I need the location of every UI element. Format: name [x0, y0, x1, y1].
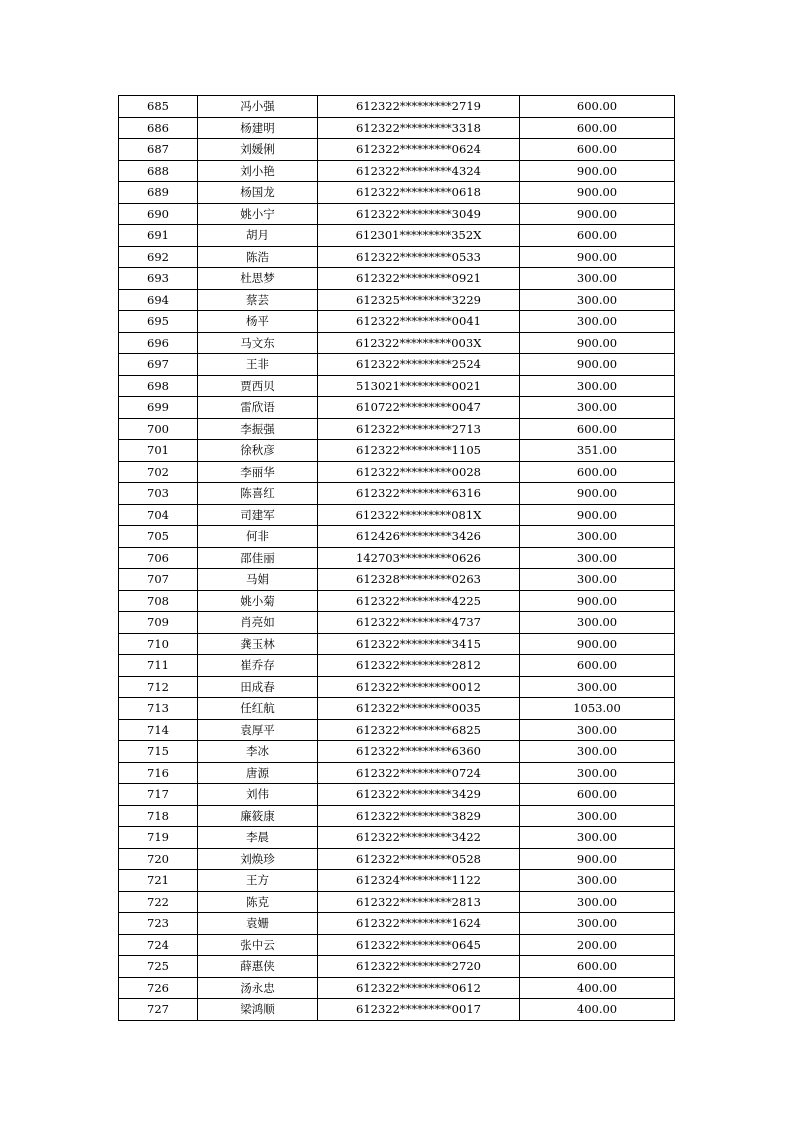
amount-cell: 900.00: [520, 848, 675, 870]
person-name-cell: 龚玉林: [198, 633, 318, 655]
table-row: [119, 956, 675, 978]
amount-cell: 600.00: [520, 461, 675, 483]
table-row: [119, 182, 675, 204]
row-number-cell: 696: [119, 332, 198, 354]
table-row: [119, 117, 675, 139]
amount-cell: 300.00: [520, 569, 675, 591]
row-number-cell: 721: [119, 870, 198, 892]
person-name-cell: 李振强: [198, 418, 318, 440]
person-name-cell: 徐秋彦: [198, 440, 318, 462]
table-row: [119, 225, 675, 247]
row-number-cell: 703: [119, 483, 198, 505]
id-number-cell: 612322*********0624: [318, 139, 520, 161]
id-number-cell: 612322*********3429: [318, 784, 520, 806]
id-number-cell: 513021*********0021: [318, 375, 520, 397]
table-row: [119, 590, 675, 612]
person-name-cell: 崔乔存: [198, 655, 318, 677]
table-row: [119, 461, 675, 483]
id-number-cell: 612322*********2719: [318, 96, 520, 118]
id-number-cell: 612322*********0724: [318, 762, 520, 784]
id-number-cell: 612322*********2812: [318, 655, 520, 677]
person-name-cell: 李冰: [198, 741, 318, 763]
id-number-cell: 612322*********1105: [318, 440, 520, 462]
row-number-cell: 711: [119, 655, 198, 677]
id-number-cell: 612325*********3229: [318, 289, 520, 311]
id-number-cell: 612301*********352X: [318, 225, 520, 247]
table-row: [119, 268, 675, 290]
row-number-cell: 686: [119, 117, 198, 139]
id-number-cell: 612322*********3422: [318, 827, 520, 849]
table-row: [119, 526, 675, 548]
id-number-cell: 612322*********0012: [318, 676, 520, 698]
id-number-cell: 610722*********0047: [318, 397, 520, 419]
row-number-cell: 709: [119, 612, 198, 634]
row-number-cell: 690: [119, 203, 198, 225]
id-number-cell: 612322*********4324: [318, 160, 520, 182]
row-number-cell: 699: [119, 397, 198, 419]
row-number-cell: 717: [119, 784, 198, 806]
table-row: [119, 612, 675, 634]
row-number-cell: 727: [119, 999, 198, 1021]
table-row: [119, 569, 675, 591]
row-number-cell: 707: [119, 569, 198, 591]
amount-cell: 900.00: [520, 633, 675, 655]
table-row: [119, 870, 675, 892]
id-number-cell: 612322*********0533: [318, 246, 520, 268]
row-number-cell: 693: [119, 268, 198, 290]
table-row: [119, 805, 675, 827]
table-row: [119, 397, 675, 419]
id-number-cell: 612322*********003X: [318, 332, 520, 354]
person-name-cell: 马文东: [198, 332, 318, 354]
row-number-cell: 710: [119, 633, 198, 655]
person-name-cell: 袁厚平: [198, 719, 318, 741]
person-name-cell: 唐源: [198, 762, 318, 784]
id-number-cell: 142703*********0626: [318, 547, 520, 569]
row-number-cell: 718: [119, 805, 198, 827]
table-row: [119, 934, 675, 956]
amount-cell: 900.00: [520, 354, 675, 376]
person-name-cell: 贾西贝: [198, 375, 318, 397]
person-name-cell: 李晨: [198, 827, 318, 849]
person-name-cell: 梁鸿顺: [198, 999, 318, 1021]
table-row: [119, 311, 675, 333]
table-row: [119, 160, 675, 182]
table-row: [119, 483, 675, 505]
row-number-cell: 701: [119, 440, 198, 462]
amount-cell: 400.00: [520, 977, 675, 999]
amount-cell: 351.00: [520, 440, 675, 462]
id-number-cell: 612322*********2524: [318, 354, 520, 376]
id-number-cell: 612322*********6825: [318, 719, 520, 741]
row-number-cell: 724: [119, 934, 198, 956]
row-number-cell: 704: [119, 504, 198, 526]
row-number-cell: 695: [119, 311, 198, 333]
id-number-cell: 612322*********0035: [318, 698, 520, 720]
amount-cell: 900.00: [520, 483, 675, 505]
amount-cell: 900.00: [520, 246, 675, 268]
id-number-cell: 612322*********4225: [318, 590, 520, 612]
amount-cell: 600.00: [520, 655, 675, 677]
table-row: [119, 676, 675, 698]
table-row: [119, 848, 675, 870]
table-row: [119, 332, 675, 354]
row-number-cell: 698: [119, 375, 198, 397]
row-number-cell: 725: [119, 956, 198, 978]
person-name-cell: 姚小菊: [198, 590, 318, 612]
id-number-cell: 612328*********0263: [318, 569, 520, 591]
person-name-cell: 陈喜红: [198, 483, 318, 505]
row-number-cell: 689: [119, 182, 198, 204]
person-name-cell: 司建军: [198, 504, 318, 526]
table-row: [119, 891, 675, 913]
amount-cell: 300.00: [520, 870, 675, 892]
person-name-cell: 薛惠侠: [198, 956, 318, 978]
amount-cell: 300.00: [520, 268, 675, 290]
amount-cell: 300.00: [520, 612, 675, 634]
person-name-cell: 冯小强: [198, 96, 318, 118]
person-name-cell: 蔡芸: [198, 289, 318, 311]
row-number-cell: 715: [119, 741, 198, 763]
amount-cell: 300.00: [520, 741, 675, 763]
person-name-cell: 刘小艳: [198, 160, 318, 182]
id-number-cell: 612322*********0645: [318, 934, 520, 956]
id-number-cell: 612322*********0528: [318, 848, 520, 870]
table-row: [119, 633, 675, 655]
amount-cell: 900.00: [520, 504, 675, 526]
amount-cell: 900.00: [520, 182, 675, 204]
amount-cell: 600.00: [520, 784, 675, 806]
roster-table: [118, 95, 675, 1021]
id-number-cell: 612322*********081X: [318, 504, 520, 526]
person-name-cell: 刘媛俐: [198, 139, 318, 161]
roster-table-body: [119, 96, 675, 1021]
table-row: [119, 139, 675, 161]
id-number-cell: 612322*********3829: [318, 805, 520, 827]
row-number-cell: 697: [119, 354, 198, 376]
row-number-cell: 694: [119, 289, 198, 311]
amount-cell: 300.00: [520, 719, 675, 741]
amount-cell: 300.00: [520, 827, 675, 849]
table-row: [119, 375, 675, 397]
id-number-cell: 612322*********0028: [318, 461, 520, 483]
id-number-cell: 612322*********6360: [318, 741, 520, 763]
id-number-cell: 612324*********1122: [318, 870, 520, 892]
amount-cell: 900.00: [520, 160, 675, 182]
row-number-cell: 702: [119, 461, 198, 483]
row-number-cell: 723: [119, 913, 198, 935]
person-name-cell: 肖亮如: [198, 612, 318, 634]
id-number-cell: 612322*********4737: [318, 612, 520, 634]
row-number-cell: 714: [119, 719, 198, 741]
person-name-cell: 李丽华: [198, 461, 318, 483]
table-row: [119, 354, 675, 376]
row-number-cell: 708: [119, 590, 198, 612]
row-number-cell: 716: [119, 762, 198, 784]
person-name-cell: 何非: [198, 526, 318, 548]
table-row: [119, 655, 675, 677]
person-name-cell: 马娟: [198, 569, 318, 591]
person-name-cell: 王方: [198, 870, 318, 892]
table-row: [119, 418, 675, 440]
row-number-cell: 687: [119, 139, 198, 161]
row-number-cell: 706: [119, 547, 198, 569]
row-number-cell: 712: [119, 676, 198, 698]
amount-cell: 300.00: [520, 289, 675, 311]
amount-cell: 300.00: [520, 676, 675, 698]
amount-cell: 900.00: [520, 332, 675, 354]
person-name-cell: 刘焕珍: [198, 848, 318, 870]
amount-cell: 300.00: [520, 397, 675, 419]
person-name-cell: 王非: [198, 354, 318, 376]
id-number-cell: 612322*********1624: [318, 913, 520, 935]
table-row: [119, 547, 675, 569]
amount-cell: 600.00: [520, 139, 675, 161]
id-number-cell: 612322*********3415: [318, 633, 520, 655]
amount-cell: 400.00: [520, 999, 675, 1021]
amount-cell: 300.00: [520, 805, 675, 827]
id-number-cell: 612322*********0921: [318, 268, 520, 290]
person-name-cell: 杨建明: [198, 117, 318, 139]
person-name-cell: 邵佳丽: [198, 547, 318, 569]
row-number-cell: 700: [119, 418, 198, 440]
id-number-cell: 612322*********2713: [318, 418, 520, 440]
id-number-cell: 612322*********0618: [318, 182, 520, 204]
amount-cell: 600.00: [520, 225, 675, 247]
person-name-cell: 杨平: [198, 311, 318, 333]
person-name-cell: 张中云: [198, 934, 318, 956]
row-number-cell: 691: [119, 225, 198, 247]
table-row: [119, 289, 675, 311]
amount-cell: 900.00: [520, 590, 675, 612]
row-number-cell: 692: [119, 246, 198, 268]
table-row: [119, 96, 675, 118]
amount-cell: 300.00: [520, 547, 675, 569]
table-row: [119, 999, 675, 1021]
id-number-cell: 612322*********3049: [318, 203, 520, 225]
amount-cell: 300.00: [520, 375, 675, 397]
person-name-cell: 雷欣语: [198, 397, 318, 419]
row-number-cell: 713: [119, 698, 198, 720]
table-row: [119, 784, 675, 806]
id-number-cell: 612322*********2813: [318, 891, 520, 913]
amount-cell: 1053.00: [520, 698, 675, 720]
amount-cell: 300.00: [520, 311, 675, 333]
amount-cell: 300.00: [520, 762, 675, 784]
row-number-cell: 705: [119, 526, 198, 548]
amount-cell: 600.00: [520, 117, 675, 139]
amount-cell: 900.00: [520, 203, 675, 225]
id-number-cell: 612322*********3318: [318, 117, 520, 139]
table-row: [119, 504, 675, 526]
row-number-cell: 720: [119, 848, 198, 870]
person-name-cell: 胡月: [198, 225, 318, 247]
row-number-cell: 685: [119, 96, 198, 118]
table-row: [119, 913, 675, 935]
person-name-cell: 陈浩: [198, 246, 318, 268]
row-number-cell: 726: [119, 977, 198, 999]
person-name-cell: 杨国龙: [198, 182, 318, 204]
id-number-cell: 612322*********0041: [318, 311, 520, 333]
amount-cell: 200.00: [520, 934, 675, 956]
row-number-cell: 688: [119, 160, 198, 182]
table-row: [119, 719, 675, 741]
amount-cell: 600.00: [520, 956, 675, 978]
table-row: [119, 762, 675, 784]
id-number-cell: 612322*********0017: [318, 999, 520, 1021]
amount-cell: 300.00: [520, 913, 675, 935]
person-name-cell: 袁姗: [198, 913, 318, 935]
table-row: [119, 698, 675, 720]
row-number-cell: 722: [119, 891, 198, 913]
id-number-cell: 612322*********2720: [318, 956, 520, 978]
person-name-cell: 田成春: [198, 676, 318, 698]
table-row: [119, 203, 675, 225]
amount-cell: 600.00: [520, 96, 675, 118]
table-row: [119, 827, 675, 849]
person-name-cell: 汤永忠: [198, 977, 318, 999]
person-name-cell: 任红航: [198, 698, 318, 720]
amount-cell: 300.00: [520, 891, 675, 913]
table-row: [119, 440, 675, 462]
person-name-cell: 姚小宁: [198, 203, 318, 225]
id-number-cell: 612322*********0612: [318, 977, 520, 999]
row-number-cell: 719: [119, 827, 198, 849]
person-name-cell: 廉筱康: [198, 805, 318, 827]
table-row: [119, 977, 675, 999]
table-row: [119, 741, 675, 763]
table-row: [119, 246, 675, 268]
amount-cell: 300.00: [520, 526, 675, 548]
id-number-cell: 612322*********6316: [318, 483, 520, 505]
id-number-cell: 612426*********3426: [318, 526, 520, 548]
person-name-cell: 杜思梦: [198, 268, 318, 290]
person-name-cell: 陈克: [198, 891, 318, 913]
amount-cell: 600.00: [520, 418, 675, 440]
person-name-cell: 刘伟: [198, 784, 318, 806]
